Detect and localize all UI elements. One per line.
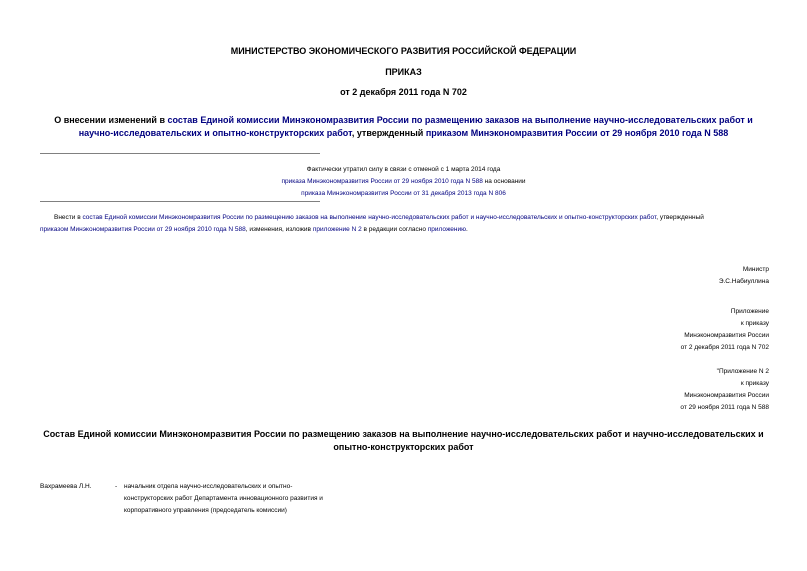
composition-title-line-2: опытно-конструкторских работ — [333, 442, 474, 452]
body-link-appendix[interactable]: приложению — [427, 226, 466, 233]
document-title — [40, 114, 767, 140]
appendix-2-header: "Приложение N 2 к приказу Минэкономразвития России от 29 ноября 2011 года N 588 — [680, 368, 769, 411]
divider-bottom — [40, 201, 320, 202]
doc-date-number: от 2 декабря 2011 года N 702 — [340, 87, 467, 97]
title-middle: , утвержденный — [351, 128, 426, 138]
title-prefix: О внесении изменений в — [54, 115, 168, 125]
member-position: начальник отдела научно-исследовательских и опытно- конструкторских работ Департамента инновационного развития и корпоративного управления (председатель комиссии) — [124, 483, 323, 514]
notice-link-order-588[interactable]: приказа Минэкономразвития России от 29 ноября 2010 года N 588 — [281, 178, 483, 185]
composition-title-line-1: Состав Единой комиссии Минэкономразвития России по размещению заказов на выполнение научно-исследовательских работ и научно-исследовательских и — [43, 429, 764, 439]
signature-block — [560, 264, 769, 288]
notice-line-1: Фактически утратил силу в связи с отменой с 1 марта 2014 года — [306, 166, 501, 173]
signature-role: Министр — [742, 266, 769, 273]
body-link-composition[interactable]: состав Единой комиссии Минэкономразвития России по размещению заказов на выполнение научно-исследовательских работ и научно-исследовательских и опытно-конструкторских работ — [82, 214, 657, 221]
composition-title — [40, 428, 767, 454]
body-link-appendix-2[interactable]: приложение N 2 — [312, 226, 362, 233]
status-notice — [200, 164, 607, 200]
ministry-name: МИНИСТЕРСТВО ЭКОНОМИЧЕСКОГО РАЗВИТИЯ РОССИЙСКОЙ ФЕДЕРАЦИИ — [230, 46, 577, 56]
signature-name: Э.С.Набиуллина — [718, 278, 769, 285]
notice-link-order-806[interactable]: приказа Минэкономразвития России от 31 декабря 2013 года N 806 — [301, 190, 506, 197]
body-paragraph: Внести в состав Единой комиссии Минэкономразвития России по размещению заказов на выполнение научно-исследовательских работ и научно-исследовательских и опытно-конструкторских работ, утвержденный приказом Минэкономразвития России от 29 ноября 2010 года N 588, изменения, изложив приложение N 2 в редакции согласно приложению. — [40, 214, 704, 233]
title-link-order-588[interactable]: приказом Минэкономразвития России от 29 ноября 2010 года N 588 — [425, 128, 729, 138]
notice-line-2: приказа Минэкономразвития России от 29 ноября 2010 года N 588 на основании — [281, 178, 526, 185]
member-name: Вахрамеева Л.Н. — [40, 483, 92, 490]
appendix-header: Приложение к приказу Минэкономразвития России от 2 декабря 2011 года N 702 — [680, 308, 769, 351]
divider-top — [40, 153, 320, 154]
doc-type: ПРИКАЗ — [385, 67, 422, 77]
title-link-composition[interactable]: состав Единой комиссии Минэкономразвития России по размещению заказов на выполнение научно-исследовательских работ и научно-исследовательских и опытно-конструкторских работ — [78, 115, 753, 138]
member-dash: - — [115, 483, 118, 490]
body-link-order-588[interactable]: приказом Минэкономразвития России от 29 ноября 2010 года N 588 — [40, 226, 246, 233]
